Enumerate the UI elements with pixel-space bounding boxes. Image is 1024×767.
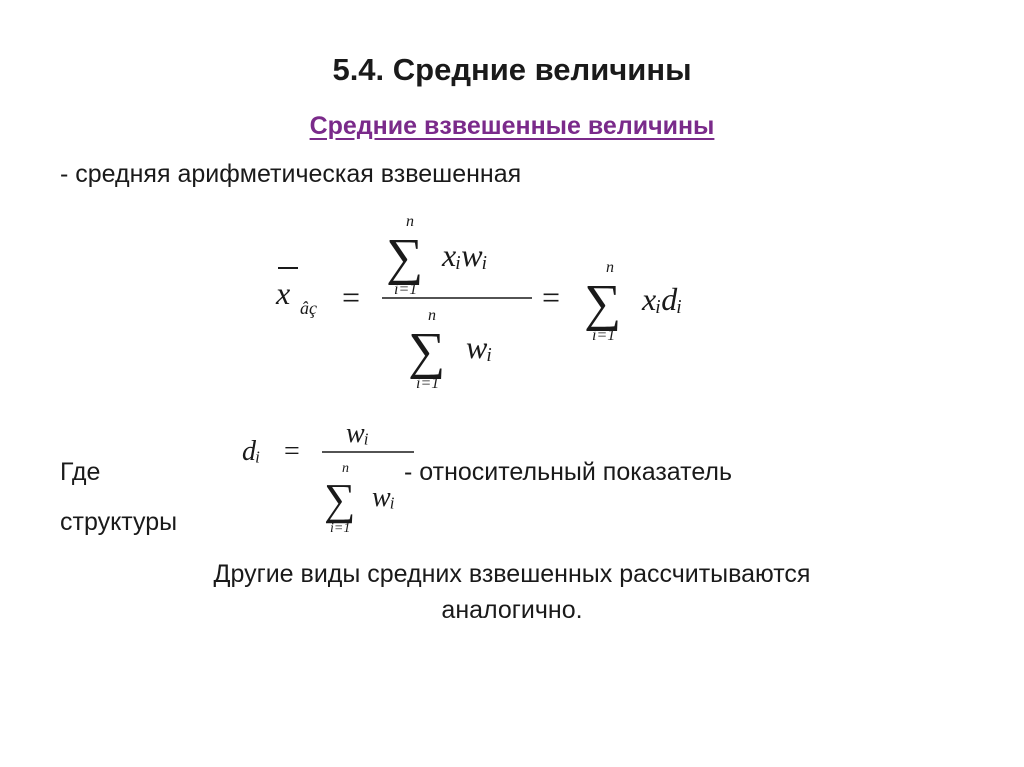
result-term: xᵢdᵢ — [642, 281, 683, 317]
mean-symbol: x — [276, 275, 291, 311]
result-sum-icon: ∑ — [584, 275, 622, 332]
equals-sign-1: = — [342, 279, 361, 315]
slide-title: 5.4. Средние величины — [332, 52, 692, 87]
d-upper-limit: n — [342, 461, 349, 476]
closing-line-1: Другие виды средних взвешенных рассчитываются — [213, 560, 811, 588]
result-lower-limit: i=1 — [592, 327, 616, 344]
d-sum-icon: ∑ — [324, 475, 356, 524]
weighted-mean-formula — [270, 208, 740, 398]
denominator-upper-limit: n — [428, 307, 436, 324]
structure-text: структуры — [60, 508, 178, 536]
d-lower-limit: i=1 — [330, 521, 351, 536]
slide-subtitle — [0, 112, 1024, 141]
d-lhs: dᵢ — [242, 436, 261, 467]
mean-subscript: âç — [300, 298, 317, 318]
closing-line-2: аналогично. — [441, 596, 583, 624]
numerator-sum-icon: ∑ — [386, 229, 424, 286]
d-equals-sign: = — [284, 436, 300, 467]
denominator-lower-limit: i=1 — [416, 375, 440, 392]
subtitle-text: Средние взвешенные величины — [309, 112, 715, 140]
closing-note — [0, 556, 1024, 628]
d-numerator: wᵢ — [346, 418, 370, 449]
numerator-term: xᵢwᵢ — [442, 237, 488, 273]
where-label: Где — [60, 458, 101, 486]
arithmetic-weighted-label: - средняя арифметическая взвешенная — [60, 160, 522, 188]
relative-indicator-formula — [238, 418, 418, 542]
numerator-lower-limit: i=1 — [394, 281, 418, 298]
numerator-upper-limit: n — [406, 213, 414, 230]
denominator-term: wᵢ — [466, 329, 493, 365]
relative-indicator-text: - относительный показатель — [404, 458, 733, 486]
result-upper-limit: n — [606, 259, 614, 276]
denominator-sum-icon: ∑ — [408, 323, 446, 380]
equals-sign-2: = — [542, 279, 561, 315]
d-denominator-term: wᵢ — [372, 482, 396, 513]
